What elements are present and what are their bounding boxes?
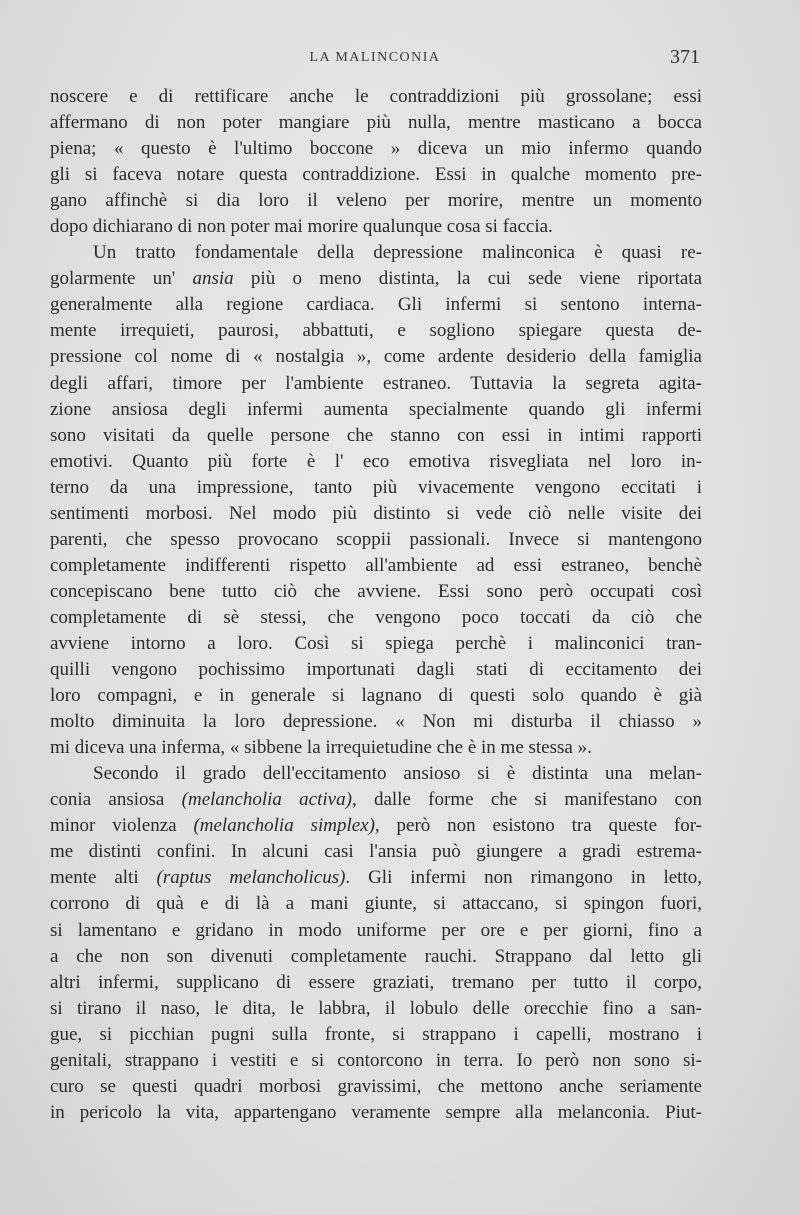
text-segment: sentimenti morbosi. Nel modo più distinto si vede ciò nelle visite dei bbox=[50, 502, 702, 524]
text-line bbox=[50, 605, 702, 631]
text-segment: piena; « questo è l'ultimo boccone » diceva un mio infermo quando bbox=[50, 138, 702, 160]
text-line bbox=[50, 449, 702, 475]
text-line bbox=[50, 318, 702, 344]
text-segment: degli affari, timore per l'ambiente estraneo. Tuttavia la segreta agita- bbox=[50, 372, 702, 394]
text-line bbox=[50, 397, 702, 423]
text-segment: gano affinchè si dia loro il veleno per morire, mentre un momento bbox=[50, 190, 702, 212]
text-line bbox=[50, 579, 702, 605]
text-segment: . Gli infermi non rimangono in letto, bbox=[345, 867, 702, 889]
text-segment: zione ansiosa degli infermi aumenta specialmente quando gli infermi bbox=[50, 398, 702, 420]
text-line bbox=[50, 813, 702, 839]
page-number: 371 bbox=[670, 46, 700, 68]
text-line bbox=[50, 657, 702, 683]
italic-term: ansia bbox=[192, 268, 234, 290]
text-segment: emotivi. Quanto più forte è l' eco emotiva risvegliata nel loro in- bbox=[50, 450, 702, 472]
text-line bbox=[50, 292, 702, 318]
text-segment: generalmente alla regione cardiaca. Gli infermi si sentono interna- bbox=[50, 294, 702, 316]
text-segment: corrono di quà e di là a mani giunte, si attaccano, si spingon fuori, bbox=[50, 893, 702, 915]
text-segment: mente alti bbox=[50, 867, 157, 889]
text-line bbox=[50, 475, 702, 501]
text-line bbox=[50, 266, 702, 292]
text-line bbox=[50, 1048, 702, 1074]
text-line bbox=[50, 110, 702, 136]
text-segment: mente irrequieti, paurosi, abbattuti, e sogliono spiegare questa de- bbox=[50, 320, 702, 342]
text-segment: a che non son divenuti completamente rauchi. Strappano dal letto gli bbox=[50, 945, 702, 967]
text-line bbox=[50, 1022, 702, 1048]
running-head bbox=[50, 46, 700, 72]
italic-term: (raptus melancholicus) bbox=[156, 867, 346, 889]
text-line bbox=[50, 631, 702, 657]
text-line bbox=[50, 527, 702, 553]
text-line bbox=[50, 423, 702, 449]
text-line bbox=[50, 501, 702, 527]
text-segment: molto diminuita la loro depressione. « Non mi disturba il chiasso » bbox=[50, 711, 702, 733]
text-segment: più o meno distinta, la cui sede viene riportata bbox=[233, 268, 703, 290]
text-line bbox=[50, 970, 702, 996]
text-segment: terno da una impressione, tanto più vivacemente vengono eccitati i bbox=[50, 476, 702, 498]
text-line bbox=[50, 1100, 702, 1126]
italic-term: (melancholia activa) bbox=[181, 789, 352, 811]
text-line bbox=[50, 136, 702, 162]
text-segment: altri infermi, supplicano di essere graziati, tremano per tutto il corpo, bbox=[50, 971, 702, 993]
text-line bbox=[50, 371, 702, 397]
text-segment: avviene intorno a loro. Così si spiega perchè i malinconici tran- bbox=[50, 632, 702, 654]
text-line bbox=[50, 709, 702, 735]
text-segment: , però non esistono tra queste for- bbox=[374, 815, 702, 837]
text-segment: Secondo il grado dell'eccitamento ansioso si è distinta una melan- bbox=[93, 763, 702, 785]
text-line bbox=[50, 787, 702, 813]
text-segment: Un tratto fondamentale della depressione malinconica è quasi re- bbox=[93, 242, 702, 264]
text-segment: minor violenza bbox=[50, 815, 194, 837]
text-line bbox=[50, 918, 702, 944]
text-segment: golarmente un' bbox=[50, 268, 193, 290]
text-segment: , dalle forme che si manifestano con bbox=[351, 789, 702, 811]
text-segment: me distinti confini. In alcuni casi l'ansia può giungere a gradi estrema- bbox=[50, 841, 702, 863]
text-segment: pressione col nome di « nostalgia », come ardente desiderio della famiglia bbox=[50, 346, 702, 368]
text-line bbox=[50, 553, 702, 579]
text-segment: sono visitati da quelle persone che stanno con essi in intimi rapporti bbox=[50, 424, 702, 446]
text-line bbox=[50, 240, 702, 266]
text-segment: genitali, strappano i vestiti e si contorcono in terra. Io però non sono si- bbox=[50, 1049, 702, 1071]
text-segment: conia ansiosa bbox=[50, 789, 182, 811]
text-segment: completamente indifferenti rispetto all'ambiente ad essi estraneo, benchè bbox=[50, 554, 702, 576]
text-line bbox=[50, 996, 702, 1022]
text-line bbox=[50, 944, 702, 970]
text-segment: mi diceva una inferma, « sibbene la irrequietudine che è in me stessa ». bbox=[50, 737, 592, 759]
text-line bbox=[50, 735, 702, 761]
text-line bbox=[50, 683, 702, 709]
italic-term: (melancholia simplex) bbox=[193, 815, 375, 837]
text-line bbox=[50, 188, 702, 214]
text-segment: parenti, che spesso provocano scoppii passionali. Invece si mantengono bbox=[50, 528, 702, 550]
text-segment: in pericolo la vita, appartengano veramente sempre alla melanconia. Piut- bbox=[50, 1101, 702, 1123]
text-line bbox=[50, 891, 702, 917]
text-segment: si tirano il naso, le dita, le labbra, il lobulo delle orecchie fino a san- bbox=[50, 997, 702, 1019]
text-segment: si lamentano e gridano in modo uniforme per ore e per giorni, fino a bbox=[50, 919, 702, 941]
running-title: LA MALINCONIA bbox=[309, 50, 441, 65]
text-segment: noscere e di rettificare anche le contraddizioni più grossolane; essi bbox=[50, 86, 702, 107]
text-segment: concepiscano bene tutto ciò che avviene. Essi sono però occupati così bbox=[50, 580, 702, 602]
text-line bbox=[50, 865, 702, 891]
text-segment: curo se questi quadri morbosi gravissimi, che mettono anche seriamente bbox=[50, 1075, 702, 1097]
text-line bbox=[50, 761, 702, 787]
text-line bbox=[50, 344, 702, 370]
text-line bbox=[50, 1074, 702, 1100]
text-segment: loro compagni, e in generale si lagnano di questi solo quando è già bbox=[50, 685, 702, 707]
text-line bbox=[50, 84, 702, 110]
body-text bbox=[50, 84, 702, 1126]
text-line bbox=[50, 162, 702, 188]
text-segment: affermano di non poter mangiare più nulla, mentre masticano a bocca bbox=[50, 112, 702, 134]
text-segment: gli si faceva notare questa contraddizione. Essi in qualche momento pre- bbox=[50, 164, 702, 186]
text-line bbox=[50, 839, 702, 865]
text-segment: dopo dichiarano di non poter mai morire qualunque cosa si faccia. bbox=[50, 216, 553, 238]
text-segment: quilli vengono pochissimo importunati dagli stati di eccitamento dei bbox=[50, 659, 702, 681]
text-segment: completamente di sè stessi, che vengono poco toccati da ciò che bbox=[50, 606, 702, 628]
text-segment: gue, si picchian pugni sulla fronte, si strappano i capelli, mostrano i bbox=[50, 1023, 702, 1045]
text-line bbox=[50, 214, 702, 240]
